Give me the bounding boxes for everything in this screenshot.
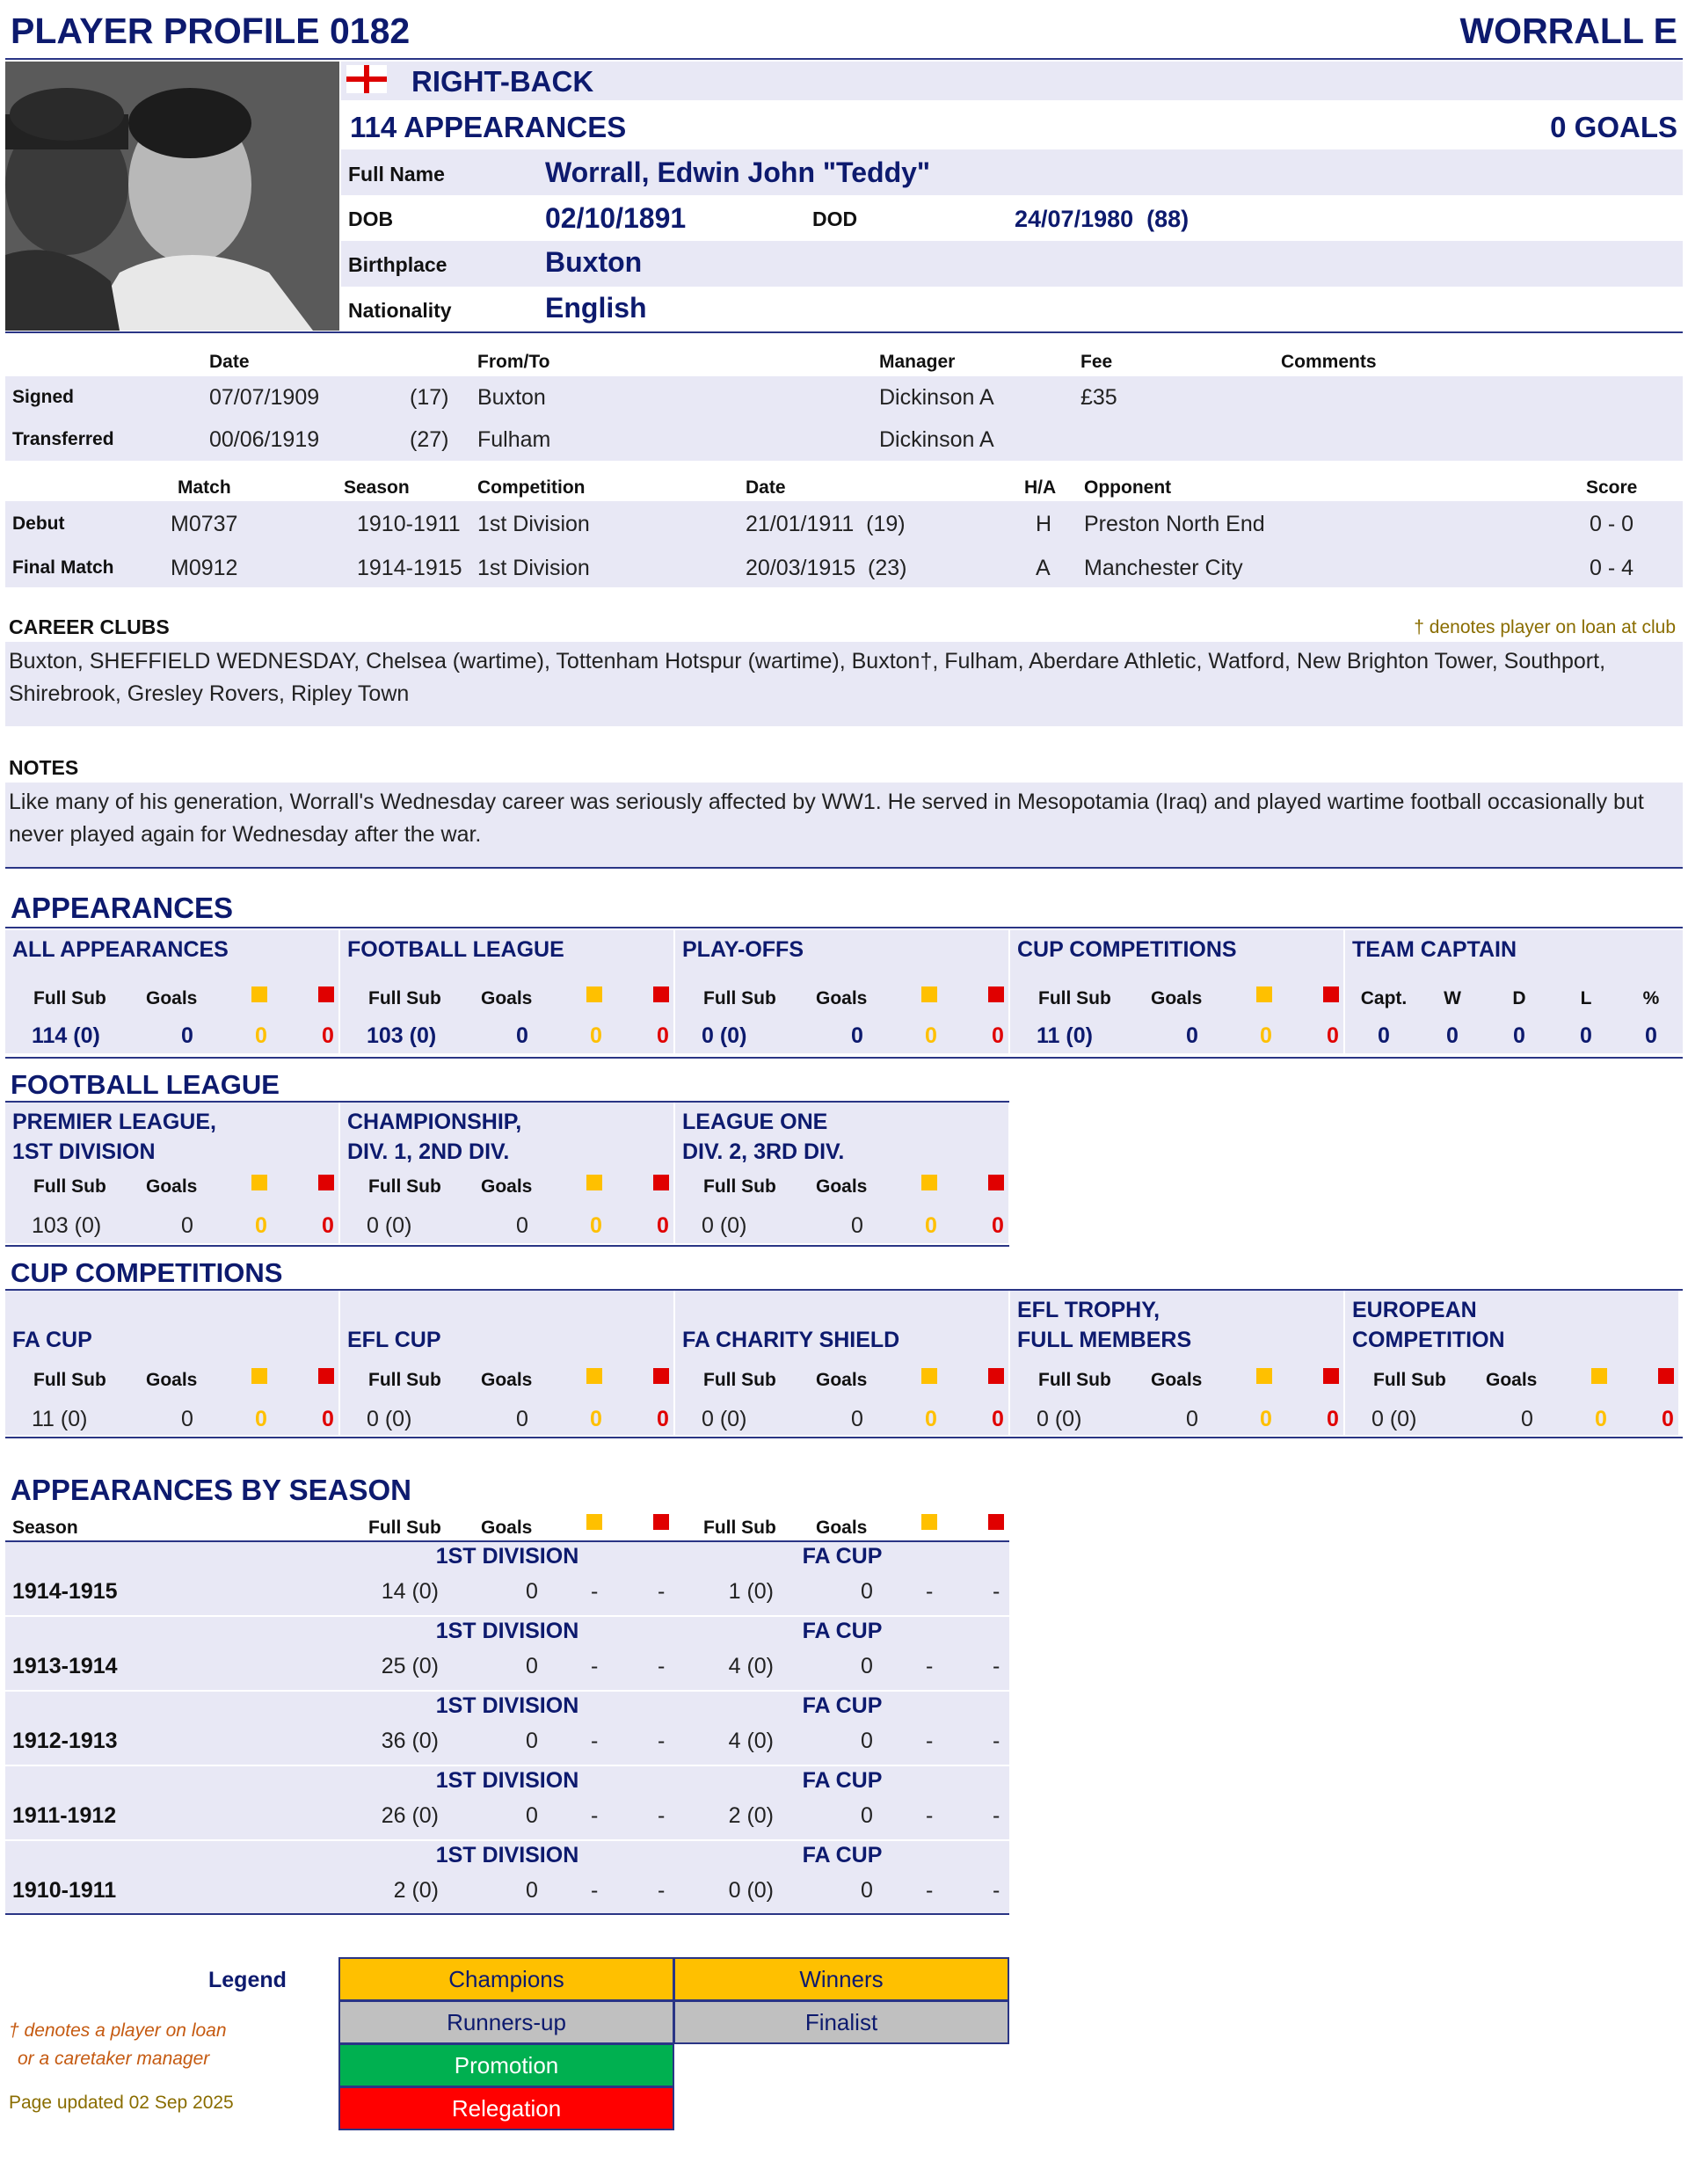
appearances-title: APPEARANCES	[11, 892, 234, 924]
season-red: -	[993, 1803, 1000, 1828]
stat-yellow: 0	[590, 1023, 602, 1048]
stat-apps: 11 (0)	[32, 1407, 88, 1431]
stat-block-title: CHAMPIONSHIP,	[347, 1110, 522, 1134]
season-apps: 26 (0)	[381, 1803, 439, 1828]
red-card-icon	[653, 1368, 669, 1384]
goals-header: Goals	[146, 1370, 198, 1390]
stat-red: 0	[992, 1023, 1004, 1048]
full-sub-header: Full Sub	[1038, 988, 1111, 1008]
stat-block-title: DIV. 2, 3RD DIV.	[682, 1139, 845, 1164]
full-sub-header: Full Sub	[368, 988, 441, 1008]
season-red: -	[658, 1803, 666, 1828]
stat-goals: 0	[851, 1407, 863, 1431]
captain-value: 0	[1446, 1023, 1459, 1048]
stat-apps: 114 (0)	[32, 1023, 100, 1048]
transfer-header-comments: Comments	[1281, 352, 1377, 372]
season-label: 1913-1914	[12, 1654, 118, 1678]
stat-goals: 0	[851, 1023, 863, 1048]
stat-goals: 0	[516, 1407, 528, 1431]
goals-header: Goals	[816, 1518, 868, 1538]
stat-red: 0	[1662, 1407, 1674, 1431]
season-goals: 0	[526, 1878, 538, 1903]
transfer-header-manager: Manager	[879, 352, 956, 372]
stat-red: 0	[992, 1213, 1004, 1238]
match-date: 21/01/1911 (19)	[746, 512, 906, 536]
red-card-icon	[1658, 1368, 1674, 1384]
season-yellow: -	[926, 1878, 934, 1903]
stat-apps: 103 (0)	[32, 1213, 102, 1238]
season-red: -	[658, 1729, 666, 1753]
transfer-age: (27)	[410, 427, 449, 452]
match-opponent: Preston North End	[1084, 512, 1265, 536]
stat-goals: 0	[181, 1023, 193, 1048]
match-opponent: Manchester City	[1084, 556, 1243, 580]
stat-block-title: ALL APPEARANCES	[12, 937, 229, 962]
season-goals: 0	[861, 1803, 873, 1828]
legend-runners-up: Runners-up	[338, 2000, 674, 2044]
transfer-fee: £35	[1080, 385, 1117, 410]
red-card-icon	[653, 1175, 669, 1190]
career-clubs-list: Buxton, SHEFFIELD WEDNESDAY, Chelsea (wartime), Tottenham Hotspur (wartime), Buxton†, Fulham, Aberdare Athletic, Watford, New Brighton Tower, Southport, Shirebrook, Gresley Rovers, Ripley Town	[9, 649, 1606, 706]
dod-label: DOD	[812, 207, 858, 230]
football-league-title: FOOTBALL LEAGUE	[11, 1069, 280, 1100]
season-yellow: -	[926, 1579, 934, 1604]
transfer-date: 07/07/1909	[209, 385, 320, 410]
goals-header: Goals	[1151, 1370, 1203, 1390]
stat-red: 0	[657, 1407, 669, 1431]
nationality-label: Nationality	[348, 299, 452, 322]
birthplace-value: Buxton	[545, 246, 643, 278]
goals-header: Goals	[1486, 1370, 1538, 1390]
stat-goals: 0	[516, 1213, 528, 1238]
red-card-icon	[988, 1368, 1004, 1384]
season-yellow: -	[591, 1654, 599, 1678]
season-competition-2: FA CUP	[802, 1693, 883, 1718]
yellow-card-icon	[251, 1175, 267, 1190]
season-competition-1: 1ST DIVISION	[435, 1843, 579, 1867]
stat-yellow: 0	[1260, 1407, 1272, 1431]
season-label: 1914-1915	[12, 1579, 118, 1604]
season-yellow: -	[591, 1878, 599, 1903]
goals-header: Goals	[816, 1370, 868, 1390]
goals-header: Goals	[481, 1176, 533, 1197]
stat-red: 0	[322, 1023, 334, 1048]
season-red: -	[658, 1579, 666, 1604]
stat-goals: 0	[1186, 1407, 1198, 1431]
red-card-icon	[653, 986, 669, 1002]
full-sub-header: Full Sub	[703, 988, 776, 1008]
goals-header: Goals	[481, 1518, 533, 1538]
stat-red: 0	[657, 1213, 669, 1238]
season-goals: 0	[526, 1729, 538, 1753]
season-apps: 25 (0)	[381, 1654, 439, 1678]
stat-goals: 0	[181, 1407, 193, 1431]
full-sub-header: Full Sub	[703, 1518, 776, 1538]
stat-yellow: 0	[1260, 1023, 1272, 1048]
season-goals: 0	[861, 1654, 873, 1678]
total-goals: 0 GOALS	[1550, 111, 1677, 143]
stat-block-title: DIV. 1, 2ND DIV.	[347, 1139, 510, 1164]
dob-label: DOB	[348, 207, 394, 230]
stat-block-title: CUP COMPETITIONS	[1017, 937, 1237, 962]
team-captain-title: TEAM CAPTAIN	[1352, 937, 1517, 962]
yellow-card-icon	[251, 986, 267, 1002]
season-red: -	[658, 1654, 666, 1678]
goals-header: Goals	[481, 988, 533, 1008]
transfer-club: Buxton	[477, 385, 546, 410]
stat-yellow: 0	[925, 1023, 937, 1048]
transfer-header-date: Date	[209, 352, 250, 372]
season-apps: 4 (0)	[728, 1729, 774, 1753]
player-position: RIGHT-BACK	[411, 65, 594, 98]
loan-note: † denotes player on loan at club	[1414, 617, 1676, 637]
full-sub-header: Full Sub	[1038, 1370, 1111, 1390]
stat-block-title: COMPETITION	[1352, 1328, 1505, 1352]
red-card-icon	[1323, 986, 1339, 1002]
stat-red: 0	[1327, 1407, 1339, 1431]
stat-apps: 0 (0)	[367, 1213, 412, 1238]
stat-red: 0	[1327, 1023, 1339, 1048]
stat-apps: 0 (0)	[702, 1213, 747, 1238]
match-competition: 1st Division	[477, 512, 590, 536]
season-apps: 1 (0)	[728, 1579, 774, 1604]
legend-note-2: or a caretaker manager	[18, 2049, 210, 2069]
stat-yellow: 0	[255, 1407, 267, 1431]
full-sub-header: Full Sub	[703, 1176, 776, 1197]
stat-red: 0	[992, 1407, 1004, 1431]
legend-relegation: Relegation	[338, 2086, 674, 2130]
season-red: -	[993, 1654, 1000, 1678]
stat-block-title: PREMIER LEAGUE,	[12, 1110, 216, 1134]
red-card-icon	[318, 986, 334, 1002]
season-goals: 0	[861, 1878, 873, 1903]
full-sub-header: Full Sub	[368, 1176, 441, 1197]
full-sub-header: Full Sub	[33, 1176, 106, 1197]
red-card-icon	[988, 986, 1004, 1002]
match-season: 1914-1915	[357, 556, 462, 580]
season-competition-1: 1ST DIVISION	[435, 1619, 579, 1643]
nationality-value: English	[545, 292, 647, 324]
stat-red: 0	[657, 1023, 669, 1048]
match-header-competition: Competition	[477, 477, 586, 498]
stat-apps: 0 (0)	[1037, 1407, 1082, 1431]
match-label: Debut	[12, 513, 65, 534]
stat-apps: 11 (0)	[1037, 1023, 1093, 1048]
stat-goals: 0	[516, 1023, 528, 1048]
yellow-card-icon	[1256, 1368, 1272, 1384]
red-card-icon	[318, 1175, 334, 1190]
cup-competitions-title: CUP COMPETITIONS	[11, 1257, 283, 1288]
stat-red: 0	[322, 1213, 334, 1238]
stat-apps: 0 (0)	[1372, 1407, 1417, 1431]
season-yellow: -	[926, 1729, 934, 1753]
match-label: Final Match	[12, 557, 114, 578]
season-goals: 0	[526, 1579, 538, 1604]
stat-block-title: FA CHARITY SHIELD	[682, 1328, 900, 1352]
transfer-manager: Dickinson A	[879, 427, 994, 452]
yellow-card-icon	[586, 986, 602, 1002]
yellow-card-icon	[921, 1514, 937, 1530]
player-photo	[5, 62, 339, 331]
full-sub-header: Full Sub	[368, 1518, 441, 1538]
stat-goals: 0	[181, 1213, 193, 1238]
seasons-title: APPEARANCES BY SEASON	[11, 1474, 411, 1506]
season-label: 1912-1913	[12, 1729, 118, 1753]
notes-title: NOTES	[9, 756, 79, 779]
page-title: PLAYER PROFILE 0182	[11, 11, 411, 51]
match-header-date: Date	[746, 477, 786, 498]
season-competition-2: FA CUP	[802, 1619, 883, 1643]
yellow-card-icon	[1591, 1368, 1607, 1384]
match-header-ha: H/A	[1024, 477, 1057, 498]
stat-yellow: 0	[925, 1407, 937, 1431]
dod-value: 24/07/1980 (88)	[1015, 206, 1190, 232]
season-apps: 4 (0)	[728, 1654, 774, 1678]
season-competition-1: 1ST DIVISION	[435, 1693, 579, 1718]
page-updated: Page updated 02 Sep 2025	[9, 2093, 234, 2113]
stat-block-title: EFL CUP	[347, 1328, 441, 1352]
season-yellow: -	[591, 1803, 599, 1828]
goals-header: Goals	[816, 988, 868, 1008]
yellow-card-icon	[1256, 986, 1272, 1002]
transfer-header-fromto: From/To	[477, 352, 550, 372]
birthplace-label: Birthplace	[348, 253, 447, 276]
season-apps: 36 (0)	[381, 1729, 439, 1753]
match-header-opponent: Opponent	[1084, 477, 1172, 498]
season-yellow: -	[926, 1654, 934, 1678]
stat-yellow: 0	[925, 1213, 937, 1238]
match-header-match: Match	[178, 477, 231, 498]
season-apps: 2 (0)	[393, 1878, 439, 1903]
yellow-card-icon	[921, 1368, 937, 1384]
full-sub-header: Full Sub	[368, 1370, 441, 1390]
goals-header: Goals	[481, 1370, 533, 1390]
full-name: Worrall, Edwin John "Teddy"	[545, 157, 931, 188]
legend-promotion: Promotion	[338, 2043, 674, 2087]
stat-block-title: FULL MEMBERS	[1017, 1328, 1192, 1352]
stat-block-title: 1ST DIVISION	[12, 1139, 156, 1164]
season-label: 1911-1912	[12, 1803, 117, 1828]
captain-header: W	[1444, 988, 1461, 1008]
season-competition-2: FA CUP	[802, 1768, 883, 1793]
full-sub-header: Full Sub	[33, 1370, 106, 1390]
season-header: Season	[12, 1518, 78, 1538]
stat-apps: 0 (0)	[702, 1023, 747, 1048]
red-card-icon	[988, 1175, 1004, 1190]
transfer-label: Signed	[12, 387, 75, 407]
transfer-manager: Dickinson A	[879, 385, 994, 410]
stat-yellow: 0	[255, 1023, 267, 1048]
captain-header: L	[1580, 988, 1592, 1008]
season-red: -	[993, 1878, 1000, 1903]
full-sub-header: Full Sub	[33, 988, 106, 1008]
match-ha: A	[1036, 556, 1051, 580]
red-card-icon	[1323, 1368, 1339, 1384]
match-score: 0 - 0	[1590, 512, 1634, 536]
transfer-club: Fulham	[477, 427, 551, 452]
goals-header: Goals	[146, 988, 198, 1008]
season-competition-1: 1ST DIVISION	[435, 1768, 579, 1793]
season-competition-1: 1ST DIVISION	[435, 1544, 579, 1569]
stat-yellow: 0	[1595, 1407, 1607, 1431]
match-ha: H	[1036, 512, 1052, 536]
dob-value: 02/10/1891	[545, 202, 687, 234]
full-sub-header: Full Sub	[703, 1370, 776, 1390]
transfer-header-fee: Fee	[1080, 352, 1113, 372]
stat-apps: 0 (0)	[702, 1407, 747, 1431]
captain-header: D	[1512, 988, 1526, 1008]
captain-header: %	[1642, 988, 1660, 1008]
full-name-label: Full Name	[348, 163, 445, 186]
stat-block-title: LEAGUE ONE	[682, 1110, 828, 1134]
captain-value: 0	[1378, 1023, 1390, 1048]
match-season: 1910-1911	[357, 512, 461, 536]
goals-header: Goals	[816, 1176, 868, 1197]
stat-yellow: 0	[255, 1213, 267, 1238]
season-yellow: -	[591, 1579, 599, 1604]
match-id: M0912	[171, 556, 238, 580]
season-goals: 0	[526, 1654, 538, 1678]
season-goals: 0	[526, 1803, 538, 1828]
transfer-date: 00/06/1919	[209, 427, 320, 452]
season-apps: 0 (0)	[728, 1878, 774, 1903]
transfer-age: (17)	[410, 385, 449, 410]
season-red: -	[993, 1579, 1000, 1604]
stat-block-title: EUROPEAN	[1352, 1298, 1477, 1322]
season-red: -	[658, 1878, 666, 1903]
season-goals: 0	[861, 1579, 873, 1604]
season-yellow: -	[591, 1729, 599, 1753]
yellow-card-icon	[586, 1175, 602, 1190]
stat-block-title: FA CUP	[12, 1328, 92, 1352]
goals-header: Goals	[1151, 988, 1203, 1008]
goals-header: Goals	[146, 1176, 198, 1197]
match-header-score: Score	[1586, 477, 1638, 498]
england-flag-icon	[346, 65, 387, 93]
yellow-card-icon	[586, 1514, 602, 1530]
captain-value: 0	[1513, 1023, 1525, 1048]
captain-value: 0	[1645, 1023, 1657, 1048]
stat-red: 0	[322, 1407, 334, 1431]
captain-value: 0	[1580, 1023, 1592, 1048]
yellow-card-icon	[921, 1175, 937, 1190]
transfer-label: Transferred	[12, 429, 114, 449]
season-goals: 0	[861, 1729, 873, 1753]
red-card-icon	[653, 1514, 669, 1530]
match-score: 0 - 4	[1590, 556, 1634, 580]
season-competition-2: FA CUP	[802, 1843, 883, 1867]
legend-finalist: Finalist	[673, 2000, 1009, 2044]
notes-text: Like many of his generation, Worrall's Wednesday career was seriously affected by WW1. He served in Mesopotamia (Iraq) and played wartime football occasionally but never played again for Wednesday after the war.	[9, 790, 1644, 847]
yellow-card-icon	[586, 1368, 602, 1384]
yellow-card-icon	[921, 986, 937, 1002]
stat-block-title: EFL TROPHY,	[1017, 1298, 1160, 1322]
stat-apps: 0 (0)	[367, 1407, 412, 1431]
match-date: 20/03/1915 (23)	[746, 556, 907, 580]
legend-title: Legend	[208, 1968, 287, 1992]
stat-yellow: 0	[590, 1407, 602, 1431]
legend-winners: Winners	[673, 1957, 1009, 2001]
stat-goals: 0	[1186, 1023, 1198, 1048]
stat-goals: 0	[1521, 1407, 1533, 1431]
season-red: -	[993, 1729, 1000, 1753]
red-card-icon	[318, 1368, 334, 1384]
captain-header: Capt.	[1360, 988, 1408, 1008]
total-appearances: 114 APPEARANCES	[350, 111, 627, 143]
match-header-season: Season	[344, 477, 410, 498]
stat-apps: 103 (0)	[367, 1023, 437, 1048]
season-apps: 2 (0)	[728, 1803, 774, 1828]
career-clubs-title: CAREER CLUBS	[9, 615, 170, 638]
yellow-card-icon	[251, 1368, 267, 1384]
stat-goals: 0	[851, 1213, 863, 1238]
stat-block-title: FOOTBALL LEAGUE	[347, 937, 564, 962]
season-yellow: -	[926, 1803, 934, 1828]
player-short-name: WORRALL E	[1459, 11, 1677, 51]
match-competition: 1st Division	[477, 556, 590, 580]
season-label: 1910-1911	[12, 1878, 117, 1903]
season-competition-2: FA CUP	[802, 1544, 883, 1569]
season-apps: 14 (0)	[381, 1579, 439, 1604]
legend-champions: Champions	[338, 1957, 674, 2001]
stat-block-title: PLAY-OFFS	[682, 937, 804, 962]
red-card-icon	[988, 1514, 1004, 1530]
stat-yellow: 0	[590, 1213, 602, 1238]
match-id: M0737	[171, 512, 238, 536]
legend-note-1: † denotes a player on loan	[9, 2020, 227, 2041]
full-sub-header: Full Sub	[1373, 1370, 1446, 1390]
